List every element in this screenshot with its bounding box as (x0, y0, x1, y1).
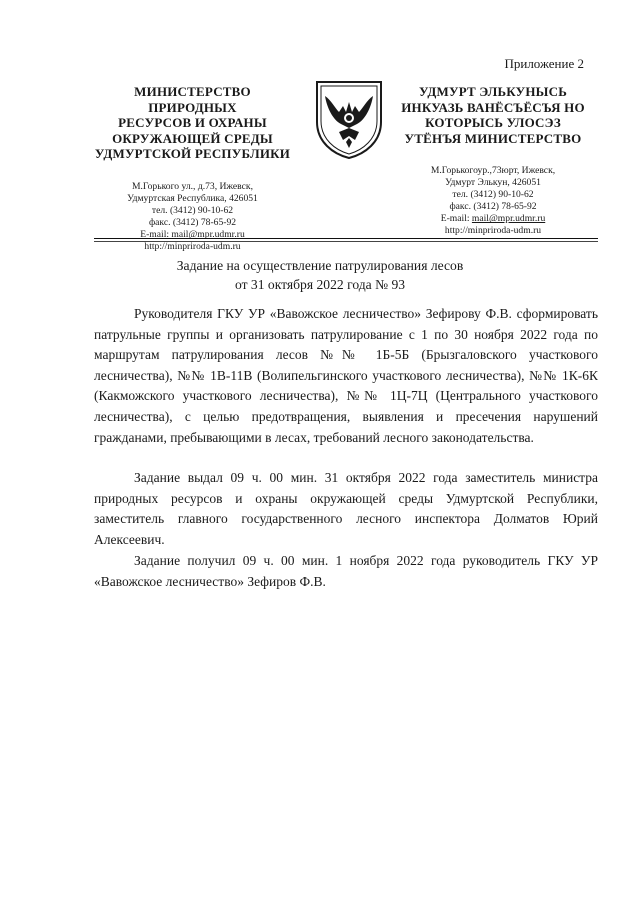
org-line: УДМУРТСКОЙ РЕСПУБЛИКИ (94, 146, 291, 161)
document-number-date: от 31 октября 2022 года № 93 (234, 277, 406, 292)
header-divider (94, 238, 598, 239)
org-line: УДМУРТ ЭЛЬКУНЫСЬ (418, 84, 568, 99)
appendix-label: Приложение 2 (504, 56, 584, 71)
ministry-name-russian (90, 84, 295, 162)
email-link[interactable]: mail@mpr.udmr.ru (471, 213, 546, 225)
coat-of-arms-icon (313, 78, 385, 160)
body-paragraph-issued: Задание выдал 09 ч. 00 мин. 31 октября 2022 года заместитель министра природных ресурсов и охраны окружающей среды Удмуртской Республики, заместитель главного государственного лесного инспектора Долматов Юрий Алексеевич. (94, 470, 598, 547)
org-line: ОКРУЖАЮЩЕЙ СРЕДЫ (112, 130, 273, 146)
org-line: МИНИСТЕРСТВО ПРИРОДНЫХ (134, 84, 251, 115)
address-line: Удмурт Элькун, 426051 (445, 177, 541, 189)
address-line: М.Горького ул., д.73, Ижевск, (132, 180, 253, 192)
email-line: E-mail: mail@mpr.udmr.ru (140, 228, 245, 240)
website-link[interactable]: http://minpriroda-udm.ru (144, 240, 241, 252)
ministry-name-udmurt (388, 84, 598, 146)
document-title: Задание на осуществление патрулирования лесов (176, 258, 464, 273)
contact-block-udmurt (388, 165, 598, 238)
body-paragraph-order: Руководителя ГКУ УР «Вавожское лесничество» Зефирову Ф.В. сформировать патрульные группы и организовать патрулирование с 1 по 30 ноября 2022 года по маршрутам патрулирования лесов №№ 1Б-5Б (Брызгаловского участкового лесничества), №№ 1В-11В (Волипельгинского участкового лесничества), №№ 1К-6К (Какможского участкового лесничества), №№ 1Ц-7Ц (Центрального участкового лесничества), с целью предотвращения, выявления и пресечения нарушений гражданами, пребывающими в лесах, требований лесного законодательства. (94, 306, 598, 445)
fax-line: факс. (3412) 78-65-92 (148, 216, 237, 228)
org-line: ИНКУАЗЬ ВАНЁСЪЁСЪЯ НО (401, 99, 585, 115)
fax-line: факс. (3412) 78-65-92 (449, 201, 537, 213)
address-line: Удмуртская Республика, 426051 (127, 192, 258, 204)
org-line: КОТОРЫСЬ УЛОСЭЗ (425, 115, 561, 130)
body-paragraph-received: Задание получил 09 ч. 00 мин. 1 ноября 2022 года руководитель ГКУ УР «Вавожское лесничество» Зефиров Ф.В. (94, 553, 598, 589)
address-line: М.Горькогоур.,73юрт, Ижевск, (430, 165, 556, 176)
org-line: УТЁНЪЯ МИНИСТЕРСТВО (404, 130, 582, 146)
email-line: E-mail: mail@mpr.udmr.ru (440, 213, 546, 225)
phone-line: тел. (3412) 90-10-62 (151, 204, 234, 216)
ministry-header-udmurt (388, 84, 598, 238)
org-line: РЕСУРСОВ И ОХРАНЫ (118, 115, 267, 130)
phone-line: тел. (3412) 90-10-62 (452, 189, 534, 201)
header-divider-thin (94, 241, 598, 242)
contact-block-russian (90, 181, 295, 254)
email-link[interactable]: mail@mpr.udmr.ru (171, 228, 245, 240)
website-link[interactable]: http://minpriroda-udm.ru (444, 225, 542, 237)
ministry-header-russian (90, 84, 295, 253)
